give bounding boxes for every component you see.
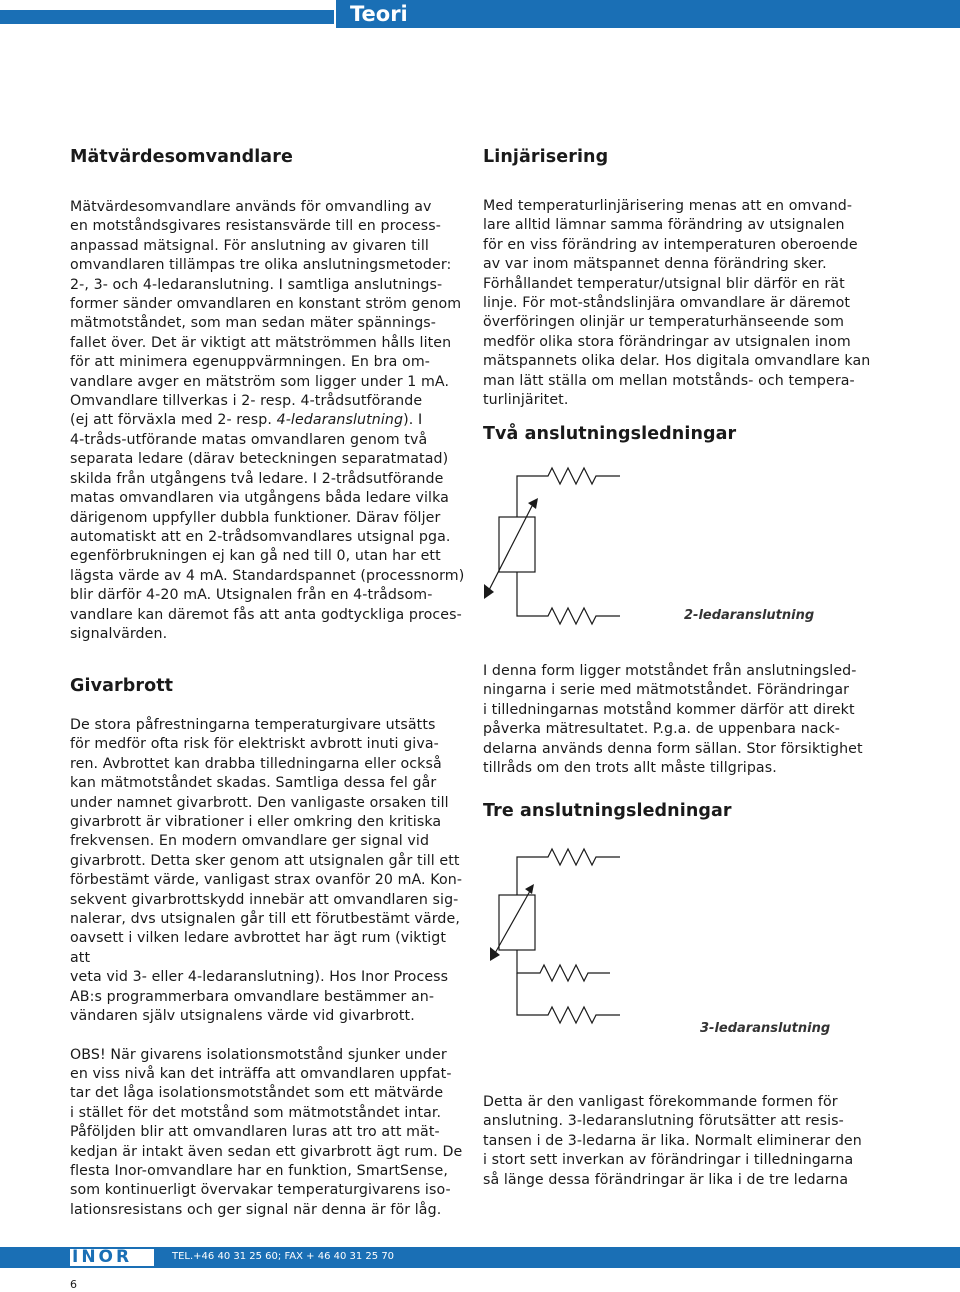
page-title: Teori xyxy=(350,2,408,26)
text-line: kedjan är intakt även sedan ett givarbrott ägt rum. De xyxy=(70,1143,463,1160)
three-wire-diagram xyxy=(480,835,820,1035)
text-line: AB:s programmerbara omvandlare bestämmer an- xyxy=(70,988,435,1005)
text-line: givarbrott. Detta sker genom att utsignalen går till ett xyxy=(70,852,460,869)
text-line: som kontinuerligt övervakar temperaturgivarens iso- xyxy=(70,1182,451,1199)
text-line: förbestämt värde, vanligast strax ovanför 20 mA. Kon- xyxy=(70,872,463,889)
text-line: lationsresistans och ger signal när denna är för låg. xyxy=(70,1201,442,1218)
text-fragment: (ej att förväxla med 2- resp. xyxy=(70,412,277,429)
text-line: i tilledningarnas motstånd kommer därför att direkt xyxy=(483,701,855,718)
text-line: man lätt ställa om mellan motstånds- och tempera- xyxy=(483,372,855,389)
section-linjarisering xyxy=(483,146,893,410)
text-line: Förhållandet temperatur/utsignal blir därför en rät xyxy=(483,275,845,292)
text-line: vandlare avger en mätström som ligger under 1 mA. xyxy=(70,373,450,390)
text-line: påverka mätresultatet. P.g.a. de uppenbara nack- xyxy=(483,721,841,738)
footer-contact: TEL.+46 40 31 25 60; FAX + 46 40 31 25 70 xyxy=(172,1251,395,1262)
text-line: veta vid 3- eller 4-ledaranslutning). Hos Inor Process xyxy=(70,969,449,986)
text-line: blir därför 4-20 mA. Utsignalen från en 4-trådsom- xyxy=(70,587,433,604)
text-line: därigenom uppfyller dubbla funktioner. Därav följer xyxy=(70,509,441,526)
text-line: av var inom mätspannet denna förändring sker. xyxy=(483,256,827,273)
text-line: fallet över. Det är viktigt att mätströmmen hålls liten xyxy=(70,334,452,351)
text-line: så länge dessa förändringar är lika i de tre ledarna xyxy=(483,1171,849,1188)
text-line: under namnet givarbrott. Den vanligaste orsaken till xyxy=(70,794,449,811)
arrow-head-left xyxy=(484,584,494,599)
section-heading: Två anslutningsledningar xyxy=(483,424,737,444)
text-line: sekvent givarbrottskydd innebär att omvandlaren sig- xyxy=(70,891,459,908)
section-tva-ledningar-heading xyxy=(483,423,893,445)
text-line: lare alltid lämnar samma förändring av utsignalen xyxy=(483,217,845,234)
inor-logo: INOR xyxy=(72,1247,133,1267)
section-heading: Mätvärdesomvandlare xyxy=(70,147,293,167)
text-emphasis: 4-ledaranslutning xyxy=(276,412,404,429)
text-line: linje. För mot-ståndslinjära omvandlare är däremot xyxy=(483,295,851,312)
section-givarbrott xyxy=(70,675,470,1220)
section-heading: Tre anslutningsledningar xyxy=(483,801,732,821)
text-line: ningarna i serie med mätmotståndet. Förändringar xyxy=(483,682,850,699)
text-line: former sänder omvandlaren en konstant ström genom xyxy=(70,296,462,313)
text-line: för en viss förändring av intemperaturen oberoende xyxy=(483,236,858,253)
lead-resistor-bottom xyxy=(517,572,620,624)
sensor-element xyxy=(499,517,535,572)
text-line: I denna form ligger motståndet från anslutningsled- xyxy=(483,663,857,679)
text-line: De stora påfrestningarna temperaturgivare utsätts xyxy=(70,717,436,733)
section-tre-ledningar-text xyxy=(483,1093,893,1190)
text-line: en viss nivå kan det inträffa att omvandlaren uppfat- xyxy=(70,1065,452,1082)
diagram-label-3wire: 3-ledaranslutning xyxy=(700,1021,831,1036)
text-line: i stället för det motstånd som mätmotståndet intar. xyxy=(70,1104,442,1121)
text-line: överföringen olinjär ur temperaturhänseende som xyxy=(483,314,845,331)
text-line: signalvärden. xyxy=(70,625,168,642)
page-number: 6 xyxy=(70,1278,77,1291)
section-tva-ledningar-text xyxy=(483,662,893,778)
text-line: skilda från utgångens två ledare. I 2-trådsutförande xyxy=(70,470,444,487)
text-line: vändaren själv utsignalens värde vid givarbrott. xyxy=(70,1008,415,1025)
text-line: automatiskt att en 2-trådsomvandlares utsignal pga. xyxy=(70,528,451,545)
text-fragment: ). I xyxy=(403,412,423,429)
text-line: egenförbrukningen ej kan gå ned till 0, utan har ett xyxy=(70,548,441,565)
text-line: Mätvärdesomvandlare används för omvandling av xyxy=(70,199,432,215)
text-line xyxy=(70,411,470,430)
text-line: för att minimera egenuppvärmningen. En bra om- xyxy=(70,354,430,371)
text-line: omvandlaren tillämpas tre olika anslutningsmetoder: xyxy=(70,257,452,274)
lead-resistor-middle xyxy=(517,950,610,981)
lead-resistor-top xyxy=(517,468,620,517)
text-line: tansen i de 3-ledarna är lika. Normalt eliminerar den xyxy=(483,1132,862,1149)
text-line: lägsta värde av 4 mA. Standardspannet (processnorm) xyxy=(70,567,465,584)
section-heading: Givarbrott xyxy=(70,676,174,696)
text-line: Detta är den vanligast förekommande formen för xyxy=(483,1094,838,1110)
text-line: kan mätmotståndet skadas. Samtliga dessa fel går xyxy=(70,775,437,792)
text-line: en motståndsgivares resistansvärde till en process- xyxy=(70,218,441,235)
section-heading: Linjärisering xyxy=(483,147,609,167)
text-line: frekvensen. En modern omvandlare ger signal vid xyxy=(70,833,430,850)
text-line: vandlare kan däremot fås att anta godtyckliga proces- xyxy=(70,606,462,623)
text-line: tar det låga isolationsmotståndet som ett mätvärde xyxy=(70,1085,444,1102)
text-line: separata ledare (därav beteckningen separatmatad) xyxy=(70,451,449,468)
text-line: Påföljden blir att omvandlaren luras att tro att mät- xyxy=(70,1124,440,1141)
diagram-label-2wire: 2-ledaranslutning xyxy=(684,608,815,623)
text-line: anpassad mätsignal. För anslutning av givaren till xyxy=(70,237,429,254)
header-bar xyxy=(0,0,960,28)
text-line: OBS! När givarens isolationsmotstånd sjunker under xyxy=(70,1046,447,1063)
text-line: ren. Avbrottet kan drabba tilledningarna eller också xyxy=(70,755,442,772)
text-line: givarbrott är vibrationer i eller omkring den kritiska xyxy=(70,814,442,831)
sensor-element xyxy=(499,895,535,950)
text-line: Med temperaturlinjärisering menas att en omvand- xyxy=(483,198,853,214)
text-line: turlinjäritet. xyxy=(483,392,569,409)
text-line: 2-, 3- och 4-ledaranslutning. I samtliga anslutnings- xyxy=(70,276,443,293)
text-line: matas omvandlaren via utgångens båda ledare vilka xyxy=(70,490,449,507)
header-title-background xyxy=(336,0,960,28)
text-line: anslutning. 3-ledaranslutning förutsätter att resis- xyxy=(483,1113,844,1130)
text-line: oavsett i vilken ledare avbrottet har ägt rum (viktigt att xyxy=(70,930,447,966)
section-matvardesomvandlare xyxy=(70,146,470,644)
arrow-head-top xyxy=(528,498,538,509)
text-line: för medför ofta risk för elektriskt avbrott inuti giva- xyxy=(70,736,439,753)
text-line: tillråds om den trots allt måste tillgripas. xyxy=(483,760,777,777)
section-tre-ledningar-heading xyxy=(483,800,893,822)
text-line: i stort sett inverkan av förändringar i tilledningarna xyxy=(483,1152,854,1169)
header-rule xyxy=(0,10,334,24)
text-line: Omvandlare tillverkas i 2- resp. 4-trådsutförande xyxy=(70,393,423,410)
text-line: mätspannets olika delar. Hos digitala omvandlare kan xyxy=(483,353,871,370)
text-line: mätmotståndet, som man sedan mäter spännings- xyxy=(70,315,437,332)
text-line: flesta Inor-omvandlare har en funktion, SmartSense, xyxy=(70,1162,448,1179)
two-wire-diagram xyxy=(480,462,820,632)
variable-arrow xyxy=(486,506,532,596)
text-line: nalerar, dvs utsignalen går till ett förutbestämt värde, xyxy=(70,911,460,928)
text-line: medför olika stora förändringar av utsignalen inom xyxy=(483,333,851,350)
text-line: delarna används denna form sällan. Stor försiktighet xyxy=(483,740,863,757)
text-line: 4-tråds-utförande matas omvandlaren genom två xyxy=(70,431,428,448)
